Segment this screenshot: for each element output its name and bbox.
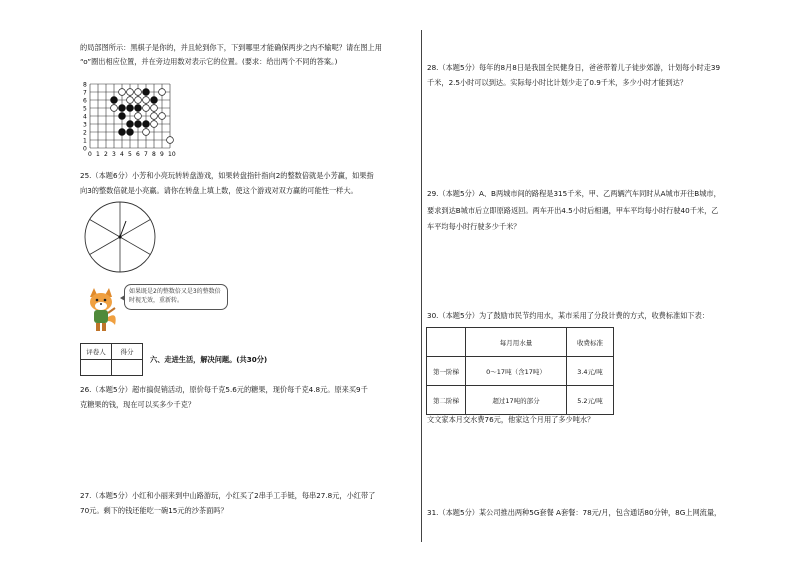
- hint-speech-bubble: 如果既是2的整数倍又是3的整数倍时视无效，重新转。: [124, 284, 228, 310]
- question-29-line-2: 要求到达B城市后立即原路返回。两车开出4.5小时后相遇，甲车平均每小时行驶40千米，乙: [427, 206, 719, 215]
- fee-table-header-cell: 收费标准: [567, 328, 614, 357]
- question-31-line-1: 31.（本题5分）某公司推出两种5G套餐 A套餐：78元/月，包含通话80分钟，8G上网流量，: [427, 508, 722, 517]
- score-table-grader: 评卷人: [81, 344, 112, 360]
- board-x-label: 3: [112, 151, 116, 158]
- board-y-label: 6: [83, 97, 87, 105]
- black-stone: [135, 121, 142, 128]
- board-y-label: 3: [83, 121, 87, 129]
- black-stone: [119, 129, 126, 136]
- question-29-line-3: 车平均每小时行驶多少千米？: [427, 222, 521, 231]
- white-stone: [151, 105, 158, 112]
- black-stone: [111, 97, 118, 104]
- fee-table-header-cell: 每月用水量: [466, 328, 567, 357]
- score-table-empty-cell: [81, 360, 112, 376]
- score-table: [80, 343, 143, 376]
- board-y-label: 7: [83, 89, 87, 97]
- black-stone: [119, 113, 126, 120]
- white-stone: [143, 105, 150, 112]
- board-x-label: 8: [152, 151, 156, 158]
- fee-tier-price: 5.2元/吨: [567, 386, 614, 415]
- board-y-label: 0: [83, 145, 87, 153]
- board-x-label: 2: [104, 151, 108, 158]
- spinner-wheel: [82, 199, 158, 275]
- fee-tier-price: 3.4元/吨: [567, 357, 614, 386]
- water-fee-table: [426, 327, 614, 415]
- black-stone: [143, 89, 150, 96]
- board-y-label: 2: [83, 129, 87, 137]
- board-y-label: 1: [83, 137, 87, 145]
- black-stone: [135, 105, 142, 112]
- black-stone: [127, 121, 134, 128]
- table-row: [427, 386, 614, 415]
- board-x-label: 10: [168, 151, 176, 158]
- black-stone: [151, 97, 158, 104]
- intro-line-2: “o”圈出相应位置，并在旁边用数对表示它的位置。(要求：给出两个不同的答案。): [80, 57, 338, 66]
- question-25-line-2: 向3的整数倍就是小亮赢。请你在转盘上填上数，使这个游戏对双方赢的可能性一样大。: [80, 186, 358, 195]
- white-stone: [135, 113, 142, 120]
- question-25-line-1: 25.（本题6分）小芳和小亮玩转转盘游戏，如果转盘指针指向2的整数倍就是小芳赢，如果指: [80, 171, 374, 180]
- board-x-label: 0: [88, 151, 92, 158]
- question-30-line-1: 30.（本题5分）为了鼓励市民节约用水，某市采用了分段计费的方式，收费标准如下表：: [427, 311, 709, 320]
- fee-tier-name: 第一阶梯: [427, 357, 466, 386]
- board-x-label: 6: [136, 151, 140, 158]
- question-26-line-2: 克糖果的钱，现在可以买多少千克？: [80, 400, 196, 409]
- black-stone: [127, 105, 134, 112]
- board-x-label: 5: [128, 151, 132, 158]
- question-30-line-2: 文文家本月交水费76元，他家这个月用了多少吨水？: [427, 415, 595, 424]
- spinner-pointer: [120, 221, 126, 237]
- board-x-label: 1: [96, 151, 100, 158]
- fee-tier-range: 超过17吨的部分: [466, 386, 567, 415]
- white-stone: [143, 129, 150, 136]
- score-table-score: 得分: [112, 344, 143, 360]
- section-6-title: 六、走进生活，解决问题。(共30分): [150, 355, 268, 364]
- white-stone: [151, 113, 158, 120]
- white-stone: [127, 97, 134, 104]
- fox-cartoon-icon: [82, 287, 120, 333]
- white-stone: [111, 105, 118, 112]
- black-stone: [127, 129, 134, 136]
- score-table-empty-cell: [112, 360, 143, 376]
- fee-table-header-cell: [427, 328, 466, 357]
- column-divider: [421, 30, 422, 542]
- question-28-line-1: 28.（本题5分）每年的8月8日是我国全民健身日，爸爸带着儿子徒步郊游，计划每小时走39: [427, 63, 721, 72]
- white-stone: [151, 121, 158, 128]
- white-stone: [167, 137, 174, 144]
- white-stone: [135, 97, 142, 104]
- board-x-label: 7: [144, 151, 148, 158]
- board-x-label: 9: [160, 151, 164, 158]
- board-x-label: 4: [120, 151, 124, 158]
- question-27-line-1: 27.（本题5分）小红和小丽来到中山路游玩，小红买了2串手工手链，每串27.8元，小红带了: [80, 491, 376, 500]
- question-28-line-2: 千米，2.5小时可以到达。实际每小时比计划少走了0.9千米，多少小时才能到达？: [427, 78, 688, 87]
- question-29-line-1: 29.（本题5分）A、B两城市间的路程是315千米，甲、乙两辆汽车同时从A城市开往B城市，: [427, 189, 721, 198]
- white-stone: [143, 97, 150, 104]
- table-row: [427, 357, 614, 386]
- question-27-line-2: 70元。剩下的钱还能吃一碗15元的沙茶面吗？: [80, 506, 228, 515]
- intro-line-1: 的局部图所示：黑棋子是你的，并且轮到你下，下到哪里才能确保两步之内不输呢？请在图上用: [80, 43, 382, 52]
- fee-tier-range: 0～17吨（含17吨）: [466, 357, 567, 386]
- white-stone: [159, 113, 166, 120]
- black-stone: [119, 105, 126, 112]
- black-stone: [143, 121, 150, 128]
- white-stone: [127, 89, 134, 96]
- question-26-line-1: 26.（本题5分）超市搞促销活动，原价每千克5.6元的糖果，现价每千克4.8元。原来买9千: [80, 385, 368, 394]
- fee-tier-name: 第二阶梯: [427, 386, 466, 415]
- board-y-label: 4: [83, 113, 87, 121]
- white-stone: [119, 89, 126, 96]
- white-stone: [159, 89, 166, 96]
- white-stone: [135, 89, 142, 96]
- board-y-label: 8: [83, 81, 87, 89]
- go-board: [80, 78, 180, 158]
- board-y-label: 5: [83, 105, 87, 113]
